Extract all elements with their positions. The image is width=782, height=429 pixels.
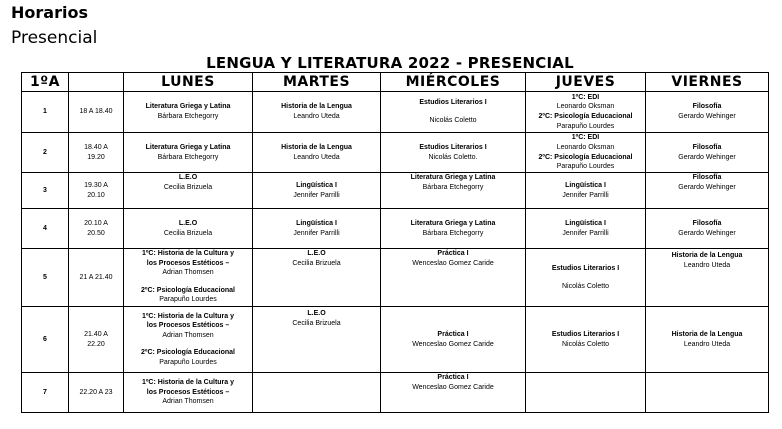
- header-viernes: VIERNES: [646, 73, 769, 92]
- cell-jueves: 1ºC: EDI Leonardo Oksman 2ºC: Psicología Educacional Parapuño Lourdes: [526, 133, 646, 173]
- row-time: 22.20 A 23: [69, 373, 124, 413]
- table-row: [22, 249, 769, 307]
- cell-martes: Lingüística I Jennifer Parrilli: [253, 173, 381, 209]
- row-time: 19.30 A 20.10: [69, 173, 124, 209]
- row-number: 5: [22, 249, 69, 307]
- row-time: 21 A 21.40: [69, 249, 124, 307]
- cell-miercoles: Estudios Literarios I Nicolás Coletto: [381, 92, 526, 133]
- cell-lunes: Literatura Griega y Latina Bárbara Etchegorry: [124, 133, 253, 173]
- table-row: [22, 307, 769, 373]
- row-number: 7: [22, 373, 69, 413]
- cell-martes: L.E.O Cecilia Brizuela: [253, 249, 381, 307]
- row-number: 3: [22, 173, 69, 209]
- table-row: [22, 173, 769, 209]
- table-header-row: [22, 73, 769, 92]
- header-jueves: JUEVES: [526, 73, 646, 92]
- table-row: [22, 209, 769, 249]
- header-miercoles: MIÉRCOLES: [381, 73, 526, 92]
- page-subheading: Presencial: [11, 28, 98, 48]
- cell-viernes: [646, 373, 769, 413]
- cell-jueves: 1ºC: EDI Leonardo Oksman 2ºC: Psicología Educacional Parapuño Lourdes: [526, 92, 646, 133]
- cell-viernes: Historia de la Lengua Leandro Uteda: [646, 249, 769, 307]
- cell-lunes: 1ºC: Historia de la Cultura y los Procesos Estéticos – Adrian Thomsen: [124, 373, 253, 413]
- cell-lunes: 1ºC: Historia de la Cultura y los Procesos Estéticos – Adrian Thomsen 2ºC: Psicología Educacional Parapuño Lourdes: [124, 249, 253, 307]
- cell-miercoles: Literatura Griega y Latina Bárbara Etchegorry: [381, 209, 526, 249]
- header-martes: MARTES: [253, 73, 381, 92]
- cell-lunes: L.E.O Cecilia Brizuela: [124, 209, 253, 249]
- row-time: 20.10 A 20.50: [69, 209, 124, 249]
- cell-lunes: L.E.O Cecilia Brizuela: [124, 173, 253, 209]
- cell-miercoles: Práctica I Wenceslao Gomez Caride: [381, 307, 526, 373]
- table-row: [22, 133, 769, 173]
- row-time: 21.40 A 22.20: [69, 307, 124, 373]
- cell-miercoles: Estudios Literarios I Nicolás Coletto.: [381, 133, 526, 173]
- cell-viernes: Filosofía Gerardo Wehinger: [646, 173, 769, 209]
- cell-lunes: Literatura Griega y Latina Bárbara Etchegorry: [124, 92, 253, 133]
- cell-jueves: Lingüística I Jennifer Parrilli: [526, 209, 646, 249]
- header-time: [69, 73, 124, 92]
- table-row: [22, 373, 769, 413]
- row-number: 2: [22, 133, 69, 173]
- cell-martes: Historia de la Lengua Leandro Uteda: [253, 133, 381, 173]
- cell-miercoles: Práctica I Wenceslao Gomez Caride: [381, 373, 526, 413]
- cell-jueves: Estudios Literarios I Nicolás Coletto: [526, 307, 646, 373]
- schedule-title: LENGUA Y LITERATURA 2022 - PRESENCIAL: [206, 54, 574, 72]
- cell-martes: L.E.O Cecilia Brizuela: [253, 307, 381, 373]
- row-number: 1: [22, 92, 69, 133]
- cell-viernes: Filosofía Gerardo Wehinger: [646, 209, 769, 249]
- row-time: 18.40 A 19.20: [69, 133, 124, 173]
- cell-viernes: Filosofía Gerardo Wehinger: [646, 133, 769, 173]
- cell-martes: Lingüística I Jennifer Parrilli: [253, 209, 381, 249]
- cell-martes: [253, 373, 381, 413]
- cell-jueves: Lingüística I Jennifer Parrilli: [526, 173, 646, 209]
- schedule-table: [21, 72, 769, 413]
- header-year: 1ºA: [22, 73, 69, 92]
- cell-lunes: 1ºC: Historia de la Cultura y los Procesos Estéticos – Adrian Thomsen 2ºC: Psicología Educacional Parapuño Lourdes: [124, 307, 253, 373]
- cell-martes: Historia de la Lengua Leandro Uteda: [253, 92, 381, 133]
- cell-viernes: Historia de la Lengua Leandro Uteda: [646, 307, 769, 373]
- header-lunes: LUNES: [124, 73, 253, 92]
- cell-miercoles: Literatura Griega y Latina Bárbara Etchegorry: [381, 173, 526, 209]
- row-time: 18 A 18.40: [69, 92, 124, 133]
- row-number: 4: [22, 209, 69, 249]
- row-number: 6: [22, 307, 69, 373]
- cell-miercoles: Práctica I Wenceslao Gomez Caride: [381, 249, 526, 307]
- page-heading: Horarios: [11, 3, 88, 22]
- table-row: [22, 92, 769, 133]
- cell-viernes: Filosofía Gerardo Wehinger: [646, 92, 769, 133]
- cell-jueves: Estudios Literarios I Nicolás Coletto: [526, 249, 646, 307]
- cell-jueves: [526, 373, 646, 413]
